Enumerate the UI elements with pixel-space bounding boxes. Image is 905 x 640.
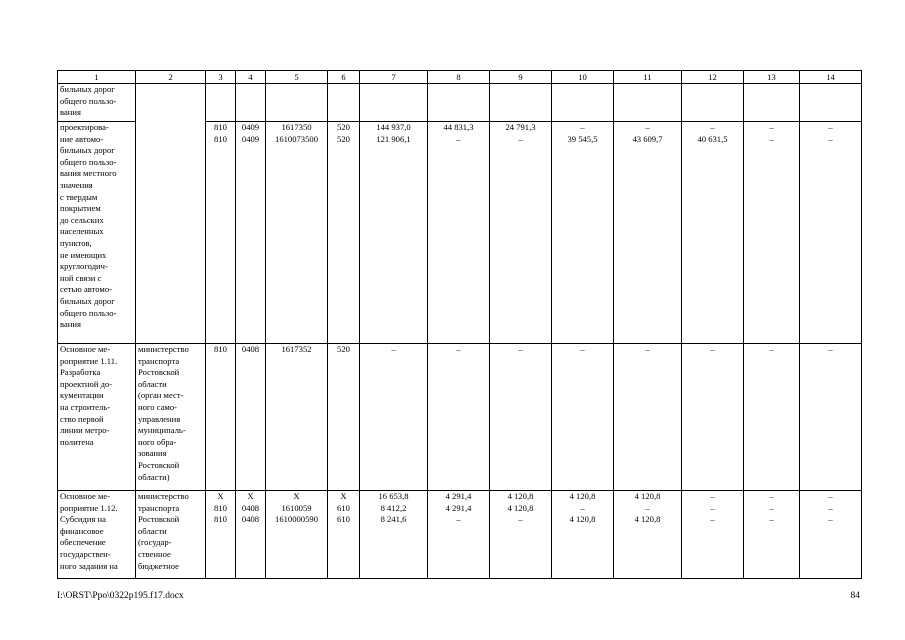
row3-description: Основное ме- роприятие 1.11. Разработка проектной до- кументации на строитель- ство первой линии метро- политена — [58, 344, 136, 491]
row4-year-col12: – – – — [682, 491, 744, 579]
table-row — [58, 491, 862, 579]
row4-description: Основное ме- роприятие 1.12. Субсидия на финансовое обеспечение государствен- ного задания на — [58, 491, 136, 579]
header-cell-8: 8 — [428, 71, 490, 84]
row2-target-code: 1617350 1610073500 — [266, 122, 328, 344]
row3-year-col9: – — [490, 344, 552, 491]
table-row — [58, 84, 862, 122]
row3-year-col14: – — [800, 344, 862, 491]
row4-expense-type: Х 610 610 — [328, 491, 360, 579]
row2-year-col9: 24 791,3 – — [490, 122, 552, 344]
header-cell-1: 1 — [58, 71, 136, 84]
row4-target-code: Х 1610059 1610000590 — [266, 491, 328, 579]
row4-year-col11: 4 120,8 – 4 120,8 — [614, 491, 682, 579]
row4-section-code: Х 0408 0408 — [236, 491, 266, 579]
row3-expense-type: 520 — [328, 344, 360, 491]
row3-year-col8: – — [428, 344, 490, 491]
row3-gov-code: 810 — [206, 344, 236, 491]
row2-year-col12: – 40 631,5 — [682, 122, 744, 344]
header-row — [58, 71, 862, 84]
row4-year-col14: – – – — [800, 491, 862, 579]
row3-target-code: 1617352 — [266, 344, 328, 491]
header-cell-10: 10 — [552, 71, 614, 84]
row2-year-col13: – – — [744, 122, 800, 344]
row1-executor — [136, 84, 206, 344]
row4-executor: министерство транспорта Ростовской области (государ- ственное бюджетное — [136, 491, 206, 579]
row2-year-col11: – 43 609,7 — [614, 122, 682, 344]
row2-year-col14: – – — [800, 122, 862, 344]
footer-file-path: I:\ORST\Ppo\0322p195.f17.docx — [57, 591, 184, 601]
budget-table — [57, 70, 862, 579]
row4-year-col8: 4 291,4 4 291,4 – — [428, 491, 490, 579]
row1-description: бильных дорог общего пользо- вания — [58, 84, 136, 122]
row3-year-col12: – — [682, 344, 744, 491]
header-cell-13: 13 — [744, 71, 800, 84]
row2-gov-code: 810 810 — [206, 122, 236, 344]
header-cell-7: 7 — [360, 71, 428, 84]
header-cell-14: 14 — [800, 71, 862, 84]
header-cell-9: 9 — [490, 71, 552, 84]
row3-year-col11: – — [614, 344, 682, 491]
row3-year-col13: – — [744, 344, 800, 491]
row4-year-col9: 4 120,8 4 120,8 – — [490, 491, 552, 579]
footer-page-number: 84 — [850, 591, 860, 601]
row2-section-code: 0409 0409 — [236, 122, 266, 344]
row2-year-col8: 44 831,3 – — [428, 122, 490, 344]
header-cell-2: 2 — [136, 71, 206, 84]
header-cell-12: 12 — [682, 71, 744, 84]
row4-year-col10: 4 120,8 – 4 120,8 — [552, 491, 614, 579]
row4-total: 16 653,8 8 412,2 8 241,6 — [360, 491, 428, 579]
row4-year-col13: – – – — [744, 491, 800, 579]
row2-year-col10: – 39 545,5 — [552, 122, 614, 344]
row2-total: 144 937,0 121 906,1 — [360, 122, 428, 344]
header-cell-4: 4 — [236, 71, 266, 84]
header-cell-3: 3 — [206, 71, 236, 84]
header-cell-5: 5 — [266, 71, 328, 84]
row3-executor: министерство транспорта Ростовской области (орган мест- ного само- управления муниципаль- ного обра- зования Ростовской области) — [136, 344, 206, 491]
header-cell-6: 6 — [328, 71, 360, 84]
row3-total: – — [360, 344, 428, 491]
row3-year-col10: – — [552, 344, 614, 491]
header-cell-11: 11 — [614, 71, 682, 84]
row2-expense-type: 520 520 — [328, 122, 360, 344]
row2-description: проектирова- ние автомо- бильных дорог общего пользо- вания местного значения с твердым покрытием до сельских населенных пунктов, не имеющих круглогодич- ной связи с сетью автомо- бильных дорог общего пользо- вания — [58, 122, 136, 344]
table-row — [58, 344, 862, 491]
row4-gov-code: Х 810 810 — [206, 491, 236, 579]
row3-section-code: 0408 — [236, 344, 266, 491]
